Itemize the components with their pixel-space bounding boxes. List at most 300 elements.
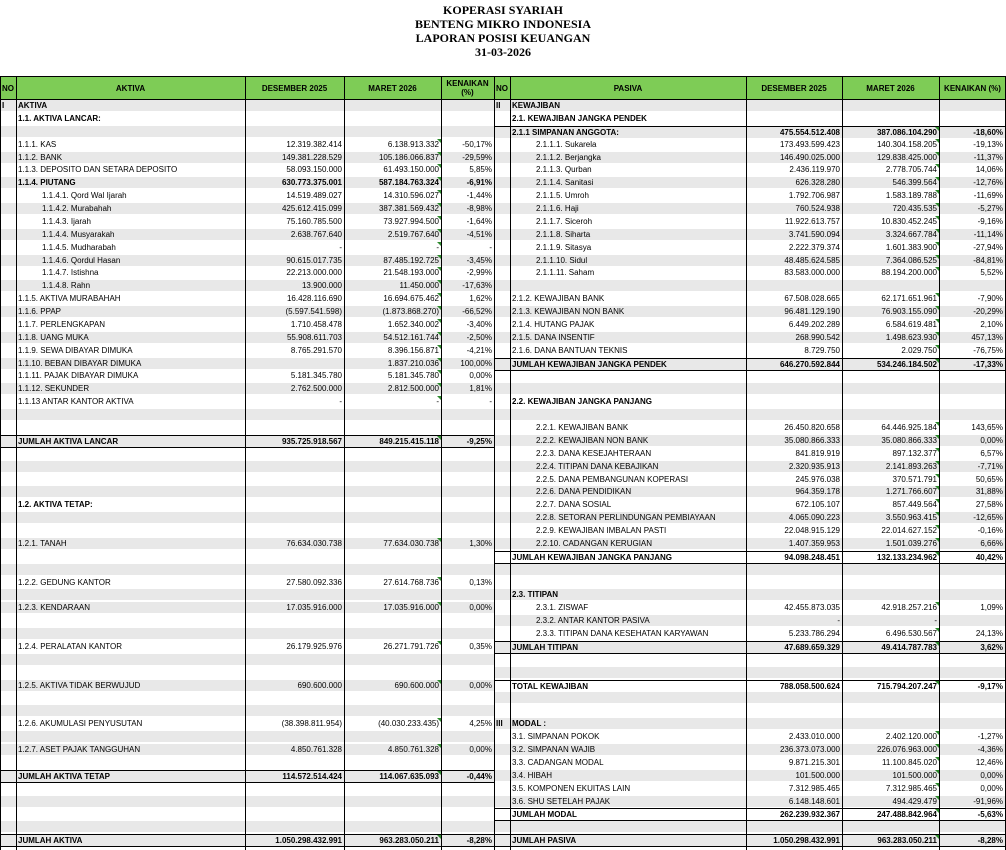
aktiva-prev-cell: 149.381.228.529 bbox=[281, 152, 342, 162]
aktiva-curr-cell: - bbox=[436, 242, 439, 252]
aktiva-curr-cell: 5.181.345.780 bbox=[387, 371, 439, 381]
pasiva-chg-cell: 14,06% bbox=[975, 165, 1003, 175]
pasiva-chg-cell: 0,00% bbox=[980, 435, 1003, 445]
aktiva-row bbox=[0, 435, 494, 448]
pasiva-no-cell: III bbox=[496, 719, 503, 729]
pasiva-row bbox=[494, 821, 1006, 832]
pasiva-row bbox=[494, 474, 1006, 485]
pasiva-name-cell: JUMLAH KEWAJIBAN JANGKA PENDEK bbox=[512, 359, 667, 369]
aktiva-name-cell: 1.1.4.8. Rahn bbox=[42, 281, 91, 291]
pasiva-curr-cell: 2.029.750 bbox=[901, 345, 937, 355]
aktiva-row bbox=[0, 628, 494, 639]
aktiva-no-cell: I bbox=[2, 101, 5, 110]
aktiva-row bbox=[0, 770, 494, 783]
pasiva-curr-cell: 494.429.479 bbox=[892, 796, 937, 806]
aktiva-chg-cell: -0,44% bbox=[466, 771, 492, 781]
pasiva-name-cell: 2.2.1. KEWAJIBAN BANK bbox=[536, 423, 629, 432]
pasiva-chg-cell: -18,60% bbox=[973, 127, 1003, 137]
pasiva-prev-cell: 5.233.786.294 bbox=[788, 629, 840, 639]
pasiva-row bbox=[494, 538, 1006, 549]
aktiva-curr-cell: 73.927.994.500 bbox=[383, 216, 439, 226]
aktiva-row bbox=[0, 692, 494, 703]
aktiva-curr-cell: 61.493.150.000 bbox=[383, 165, 439, 175]
aktiva-prev-cell: 5.181.345.780 bbox=[290, 371, 342, 381]
pasiva-chg-cell: 24,13% bbox=[975, 629, 1003, 639]
pasiva-prev-cell: 964.359.178 bbox=[795, 487, 840, 497]
aktiva-curr-cell: 77.634.030.738 bbox=[383, 538, 439, 548]
pasiva-prev-cell: 146.490.025.000 bbox=[779, 152, 840, 162]
pasiva-curr-cell: 387.086.104.290 bbox=[876, 127, 937, 137]
pasiva-prev-cell: 101.500.000 bbox=[795, 770, 840, 780]
aktiva-curr-cell: 2.812.500.000 bbox=[387, 384, 439, 394]
aktiva-curr-cell: 587.184.763.324 bbox=[378, 178, 439, 188]
pasiva-chg-cell: -20,29% bbox=[973, 307, 1003, 317]
aktiva-prev-cell: (38.398.811.954) bbox=[281, 719, 342, 729]
pasiva-name-cell: 3.1. SIMPANAN POKOK bbox=[512, 732, 600, 742]
col-header-mar-right: MARET 2026 bbox=[842, 76, 939, 100]
aktiva-row bbox=[0, 113, 494, 124]
aktiva-prev-cell: - bbox=[339, 242, 342, 252]
aktiva-name-cell: 1.1.4.3. Ijarah bbox=[42, 216, 91, 226]
pasiva-name-cell: 2.1. KEWAJIBAN JANGKA PENDEK bbox=[512, 113, 647, 123]
aktiva-chg-cell: -2,50% bbox=[466, 332, 492, 342]
col-header-mar-left: MARET 2026 bbox=[344, 76, 441, 100]
pasiva-curr-cell: 3.550.963.415 bbox=[885, 513, 937, 523]
pasiva-prev-cell: 6.449.202.289 bbox=[788, 319, 840, 329]
pasiva-chg-cell: 6,66% bbox=[980, 538, 1003, 548]
pasiva-prev-cell: 9.871.215.301 bbox=[788, 757, 840, 767]
aktiva-chg-cell: 0,13% bbox=[469, 577, 492, 587]
pasiva-prev-cell: 2.436.119.970 bbox=[789, 165, 840, 175]
aktiva-prev-cell: 13.900.000 bbox=[301, 281, 342, 291]
aktiva-row bbox=[0, 293, 494, 304]
aktiva-row bbox=[0, 190, 494, 201]
col-header-chg-left-line2: (%) bbox=[461, 88, 474, 97]
pasiva-chg-cell: 6,57% bbox=[980, 448, 1003, 458]
aktiva-prev-cell: 2.762.500.000 bbox=[290, 384, 342, 394]
pasiva-row bbox=[494, 731, 1006, 742]
pasiva-name-cell: 2.2.5. DANA PEMBANGUNAN KOPERASI bbox=[536, 474, 689, 484]
aktiva-prev-cell: 14.519.489.027 bbox=[286, 191, 342, 201]
aktiva-row bbox=[0, 525, 494, 536]
pasiva-curr-cell: - bbox=[934, 616, 937, 626]
aktiva-chg-cell: -8,98% bbox=[466, 204, 492, 214]
aktiva-prev-cell: 26.179.925.976 bbox=[286, 641, 342, 651]
pasiva-prev-cell: 8.729.750 bbox=[804, 345, 840, 355]
aktiva-row bbox=[0, 370, 494, 381]
pasiva-row bbox=[494, 602, 1006, 613]
aktiva-row bbox=[0, 512, 494, 523]
pasiva-curr-cell: 1.601.383.900 bbox=[885, 242, 937, 252]
aktiva-row bbox=[0, 705, 494, 716]
pasiva-row bbox=[494, 409, 1006, 420]
pasiva-name-cell: 2.3. TITIPAN bbox=[512, 590, 559, 600]
aktiva-chg-cell: 100,00% bbox=[460, 358, 492, 368]
aktiva-row bbox=[0, 267, 494, 278]
pasiva-prev-cell: 262.239.932.367 bbox=[779, 810, 840, 820]
pasiva-row bbox=[494, 164, 1006, 175]
pasiva-prev-cell: 788.058.500.624 bbox=[779, 681, 840, 691]
pasiva-prev-cell: 841.819.919 bbox=[795, 448, 840, 458]
aktiva-row bbox=[0, 615, 494, 626]
aktiva-chg-cell: 0,00% bbox=[469, 371, 492, 381]
aktiva-name-cell: 1.1.8. UANG MUKA bbox=[18, 332, 89, 342]
aktiva-name-cell: 1.1.13 ANTAR KANTOR AKTIVA bbox=[18, 397, 134, 407]
pasiva-row bbox=[494, 216, 1006, 227]
pasiva-chg-cell: -0,16% bbox=[977, 526, 1003, 536]
pasiva-row bbox=[494, 692, 1006, 703]
aktiva-name-cell: 1.1.4.7. Istishna bbox=[42, 268, 99, 278]
aktiva-prev-cell: 75.160.785.500 bbox=[286, 216, 342, 226]
pasiva-curr-cell: 10.830.452.245 bbox=[881, 216, 937, 226]
aktiva-chg-cell: 1,81% bbox=[469, 384, 492, 394]
pasiva-row bbox=[494, 589, 1006, 600]
company-subname: BENTENG MIKRO INDONESIA bbox=[414, 17, 592, 31]
aktiva-name-cell: 1.1.4.6. Qordul Hasan bbox=[42, 255, 121, 265]
pasiva-name-cell: 2.1.1.4. Sanitasi bbox=[536, 178, 594, 188]
pasiva-row bbox=[494, 564, 1006, 575]
aktiva-prev-cell: 2.638.767.640 bbox=[290, 229, 342, 239]
aktiva-row bbox=[0, 486, 494, 497]
aktiva-curr-cell: 4.850.761.328 bbox=[387, 745, 439, 754]
pasiva-curr-cell: 1.501.039.276 bbox=[885, 538, 937, 548]
aktiva-row bbox=[0, 602, 494, 613]
pasiva-chg-cell: 2,10% bbox=[980, 319, 1003, 329]
pasiva-row bbox=[494, 680, 1006, 693]
aktiva-curr-cell: 17.035.916.000 bbox=[383, 603, 439, 613]
aktiva-row bbox=[0, 229, 494, 240]
aktiva-curr-cell: 21.548.193.000 bbox=[383, 268, 439, 278]
aktiva-prev-cell: 58.093.150.000 bbox=[286, 165, 342, 175]
aktiva-name-cell: 1.1.3. DEPOSITO DAN SETARA DEPOSITO bbox=[18, 165, 178, 175]
grid-line bbox=[746, 76, 747, 850]
aktiva-row bbox=[0, 422, 494, 433]
pasiva-curr-cell: 3.324.667.784 bbox=[885, 229, 937, 239]
pasiva-row bbox=[494, 383, 1006, 394]
pasiva-prev-cell: 11.922.613.757 bbox=[784, 216, 840, 226]
pasiva-chg-cell: -17,33% bbox=[973, 359, 1003, 369]
aktiva-row bbox=[0, 358, 494, 369]
pasiva-prev-cell: 35.080.866.333 bbox=[784, 435, 840, 445]
pasiva-name-cell: 2.2.9. KEWAJIBAN IMBALAN PASTI bbox=[536, 526, 667, 536]
pasiva-row bbox=[494, 280, 1006, 291]
pasiva-row bbox=[494, 796, 1006, 807]
aktiva-chg-cell: -50,17% bbox=[462, 139, 492, 149]
aktiva-curr-cell: 963.283.050.211 bbox=[379, 836, 439, 846]
pasiva-prev-cell: 760.524.938 bbox=[795, 204, 840, 214]
pasiva-row bbox=[494, 525, 1006, 536]
aktiva-prev-cell: 630.773.375.001 bbox=[281, 178, 342, 188]
aktiva-curr-cell: 16.694.675.462 bbox=[383, 294, 439, 304]
pasiva-curr-cell: 1.583.189.788 bbox=[885, 191, 937, 201]
aktiva-name-cell: 1.1.2. BANK bbox=[18, 152, 63, 162]
pasiva-chg-cell: 27,58% bbox=[975, 500, 1003, 510]
pasiva-curr-cell: 22.014.627.152 bbox=[881, 526, 937, 536]
pasiva-row bbox=[494, 486, 1006, 497]
pasiva-name-cell: 3.4. HIBAH bbox=[512, 770, 553, 780]
aktiva-row bbox=[0, 242, 494, 253]
aktiva-prev-cell: 16.428.116.690 bbox=[286, 294, 342, 304]
aktiva-name-cell: 1.2.3. KENDARAAN bbox=[18, 603, 91, 613]
aktiva-curr-cell: 690.600.000 bbox=[394, 680, 439, 690]
pasiva-name-cell: 2.2. KEWAJIBAN JANGKA PANJANG bbox=[512, 397, 653, 407]
pasiva-name-cell: JUMLAH MODAL bbox=[512, 810, 577, 820]
aktiva-prev-cell: 935.725.918.567 bbox=[281, 436, 342, 446]
pasiva-prev-cell: 173.493.599.423 bbox=[779, 139, 840, 149]
aktiva-chg-cell: -1,64% bbox=[466, 216, 492, 226]
pasiva-row bbox=[494, 255, 1006, 266]
aktiva-row bbox=[0, 319, 494, 330]
pasiva-curr-cell: 42.918.257.216 bbox=[881, 603, 937, 613]
pasiva-row bbox=[494, 667, 1006, 678]
pasiva-chg-cell: -12,65% bbox=[973, 513, 1003, 523]
aktiva-row bbox=[0, 783, 494, 794]
aktiva-curr-cell: 105.186.066.837 bbox=[378, 152, 439, 162]
aktiva-chg-cell: 4,25% bbox=[469, 719, 492, 729]
pasiva-row bbox=[494, 718, 1006, 729]
pasiva-prev-cell: 96.481.129.190 bbox=[784, 307, 840, 317]
pasiva-row bbox=[494, 113, 1006, 124]
pasiva-prev-cell: - bbox=[837, 616, 840, 626]
pasiva-row bbox=[494, 808, 1006, 821]
pasiva-name-cell: 2.3.2. ANTAR KANTOR PASIVA bbox=[536, 616, 650, 626]
pasiva-row bbox=[494, 396, 1006, 407]
pasiva-name-cell: 2.1.5. DANA INSENTIF bbox=[512, 332, 595, 342]
aktiva-row bbox=[0, 280, 494, 291]
aktiva-chg-cell: 5,85% bbox=[469, 165, 492, 175]
aktiva-chg-cell: -6,91% bbox=[466, 178, 492, 188]
pasiva-row bbox=[494, 770, 1006, 781]
pasiva-chg-cell: -11,69% bbox=[973, 191, 1003, 201]
pasiva-row bbox=[494, 293, 1006, 304]
pasiva-name-cell: 2.1.1.11. Saham bbox=[536, 268, 595, 278]
aktiva-chg-cell: -4,51% bbox=[466, 229, 492, 239]
pasiva-prev-cell: 26.450.820.658 bbox=[784, 423, 840, 432]
pasiva-prev-cell: 2.433.010.000 bbox=[788, 732, 840, 742]
grid-line bbox=[0, 76, 1, 850]
pasiva-prev-cell: 4.065.090.223 bbox=[788, 513, 840, 523]
pasiva-row bbox=[494, 499, 1006, 510]
pasiva-name-cell: 2.2.4. TITIPAN DANA KEBAJIKAN bbox=[536, 461, 659, 471]
aktiva-name-cell: JUMLAH AKTIVA LANCAR bbox=[18, 436, 119, 446]
aktiva-chg-cell: -4,21% bbox=[466, 345, 492, 355]
grid-line bbox=[494, 76, 495, 850]
aktiva-name-cell: 1.1.12. SEKUNDER bbox=[18, 384, 90, 394]
aktiva-name-cell: 1.1.1. KAS bbox=[18, 139, 57, 149]
aktiva-row bbox=[0, 834, 494, 847]
aktiva-name-cell: 1.1.11. PAJAK DIBAYAR DIMUKA bbox=[18, 371, 139, 381]
pasiva-chg-cell: -12,76% bbox=[973, 178, 1003, 188]
pasiva-curr-cell: 247.488.842.964 bbox=[876, 810, 937, 820]
aktiva-prev-cell: (5.597.541.598) bbox=[285, 307, 342, 317]
pasiva-name-cell: JUMLAH PASIVA bbox=[512, 836, 577, 846]
pasiva-row bbox=[494, 783, 1006, 794]
aktiva-row bbox=[0, 383, 494, 394]
aktiva-name-cell: 1.1.7. PERLENGKAPAN bbox=[18, 319, 105, 329]
pasiva-curr-cell: 62.171.651.961 bbox=[881, 294, 937, 304]
pasiva-row bbox=[494, 641, 1006, 654]
aktiva-row bbox=[0, 100, 494, 111]
col-header-no-left: NO bbox=[0, 76, 16, 100]
grid-line bbox=[939, 76, 940, 850]
aktiva-row bbox=[0, 461, 494, 472]
aktiva-curr-cell: 6.138.913.332 bbox=[387, 139, 439, 149]
pasiva-chg-cell: 143,65% bbox=[971, 423, 1003, 432]
pasiva-row bbox=[494, 370, 1006, 381]
pasiva-name-cell: KEWAJIBAN bbox=[512, 101, 561, 110]
pasiva-name-cell: 2.2.7. DANA SOSIAL bbox=[536, 500, 612, 510]
pasiva-row bbox=[494, 190, 1006, 201]
aktiva-curr-cell: 8.396.156.871 bbox=[387, 345, 439, 355]
pasiva-name-cell: 2.1.1.5. Umroh bbox=[536, 191, 589, 201]
pasiva-name-cell: 2.1.1.10. Sidul bbox=[536, 255, 588, 265]
aktiva-name-cell: 1.1.9. SEWA DIBAYAR DIMUKA bbox=[18, 345, 133, 355]
pasiva-name-cell: 2.1.2. KEWAJIBAN BANK bbox=[512, 294, 605, 304]
pasiva-chg-cell: -76,75% bbox=[973, 345, 1003, 355]
aktiva-row bbox=[0, 345, 494, 356]
pasiva-chg-cell: 5,52% bbox=[980, 268, 1003, 278]
pasiva-chg-cell: -91,96% bbox=[973, 796, 1003, 806]
aktiva-row bbox=[0, 255, 494, 266]
col-header-des-left: DESEMBER 2025 bbox=[245, 76, 344, 100]
pasiva-name-cell: 2.1.1 SIMPANAN ANGGOTA: bbox=[512, 127, 619, 137]
pasiva-name-cell: 2.2.3. DANA KESEJAHTERAAN bbox=[536, 448, 652, 458]
pasiva-prev-cell: 672.105.107 bbox=[795, 500, 840, 510]
pasiva-curr-cell: 715.794.207.247 bbox=[876, 681, 937, 691]
aktiva-row bbox=[0, 667, 494, 678]
pasiva-row bbox=[494, 448, 1006, 459]
aktiva-name-cell: 1.2.6. AKUMULASI PENYUSUTAN bbox=[18, 719, 143, 729]
pasiva-chg-cell: -27,94% bbox=[973, 242, 1003, 252]
aktiva-curr-cell: 87.485.192.725 bbox=[383, 255, 439, 265]
aktiva-curr-cell: 11.450.000 bbox=[399, 281, 439, 291]
aktiva-row bbox=[0, 680, 494, 691]
pasiva-name-cell: 2.1.1.1. Sukarela bbox=[536, 139, 597, 149]
pasiva-prev-cell: 6.148.148.601 bbox=[788, 796, 840, 806]
pasiva-prev-cell: 2.222.379.374 bbox=[788, 242, 840, 252]
pasiva-row bbox=[494, 744, 1006, 755]
company-name: KOPERASI SYARIAH bbox=[443, 3, 563, 17]
pasiva-prev-cell: 67.508.028.665 bbox=[784, 294, 840, 304]
aktiva-row bbox=[0, 474, 494, 485]
pasiva-row bbox=[494, 229, 1006, 240]
pasiva-chg-cell: 3,62% bbox=[980, 642, 1003, 652]
aktiva-row bbox=[0, 409, 494, 420]
aktiva-chg-cell: 0,00% bbox=[469, 680, 492, 690]
aktiva-name-cell: JUMLAH AKTIVA bbox=[18, 836, 83, 846]
pasiva-row bbox=[494, 306, 1006, 317]
report-title: LAPORAN POSISI KEUANGAN bbox=[415, 31, 591, 45]
pasiva-chg-cell: -11,37% bbox=[973, 152, 1003, 162]
aktiva-chg-cell: 1,62% bbox=[469, 294, 492, 304]
aktiva-chg-cell: -17,63% bbox=[462, 281, 492, 291]
pasiva-prev-cell: 1.792.706.987 bbox=[788, 191, 840, 201]
pasiva-curr-cell: 2.778.705.744 bbox=[885, 165, 937, 175]
grid-line bbox=[245, 76, 246, 850]
pasiva-curr-cell: 140.304.158.205 bbox=[876, 139, 937, 149]
grid-line bbox=[441, 76, 442, 850]
pasiva-row bbox=[494, 577, 1006, 588]
aktiva-curr-cell: (40.030.233.435) bbox=[378, 719, 439, 729]
aktiva-chg-cell: -3,40% bbox=[466, 319, 492, 329]
aktiva-name-cell: AKTIVA bbox=[18, 101, 48, 110]
aktiva-row bbox=[0, 152, 494, 163]
aktiva-row bbox=[0, 177, 494, 188]
col-header-aktiva: AKTIVA bbox=[16, 76, 245, 100]
pasiva-name-cell: 2.2.6. DANA PENDIDIKAN bbox=[536, 487, 632, 497]
aktiva-row bbox=[0, 564, 494, 575]
aktiva-prev-cell: - bbox=[339, 397, 342, 407]
pasiva-chg-cell: 12,46% bbox=[975, 757, 1003, 767]
aktiva-chg-cell: -29,59% bbox=[462, 152, 492, 162]
aktiva-row bbox=[0, 396, 494, 407]
aktiva-row bbox=[0, 757, 494, 768]
aktiva-row bbox=[0, 499, 494, 510]
pasiva-curr-cell: 720.435.535 bbox=[892, 204, 937, 214]
pasiva-row bbox=[494, 242, 1006, 253]
aktiva-curr-cell: - bbox=[436, 397, 439, 407]
pasiva-name-cell: 2.2.10. CADANGAN KERUGIAN bbox=[536, 538, 653, 548]
pasiva-row bbox=[494, 615, 1006, 626]
pasiva-name-cell: 3.6. SHU SETELAH PAJAK bbox=[512, 796, 611, 806]
aktiva-row bbox=[0, 808, 494, 819]
aktiva-row bbox=[0, 641, 494, 652]
aktiva-prev-cell: 425.612.415.099 bbox=[281, 204, 342, 214]
aktiva-name-cell: 1.1.4. PIUTANG bbox=[18, 178, 76, 188]
pasiva-chg-cell: -7,90% bbox=[977, 294, 1003, 304]
aktiva-row bbox=[0, 448, 494, 459]
aktiva-curr-cell: 2.519.767.640 bbox=[387, 229, 439, 239]
pasiva-name-cell: TOTAL KEWAJIBAN bbox=[512, 681, 589, 691]
pasiva-name-cell: 2.1.1.7. Siceroh bbox=[536, 216, 593, 226]
aktiva-chg-cell: -3,45% bbox=[466, 255, 492, 265]
pasiva-chg-cell: 457,13% bbox=[971, 332, 1003, 342]
pasiva-curr-cell: 11.100.845.020 bbox=[881, 757, 937, 767]
pasiva-chg-cell: -5,27% bbox=[977, 204, 1003, 214]
aktiva-prev-cell: 27.580.092.336 bbox=[286, 577, 342, 587]
aktiva-prev-cell: 114.572.514.424 bbox=[282, 771, 342, 781]
aktiva-row bbox=[0, 654, 494, 665]
pasiva-name-cell: 2.3.1. ZISWAF bbox=[536, 603, 589, 613]
aktiva-row bbox=[0, 164, 494, 175]
aktiva-row bbox=[0, 821, 494, 832]
pasiva-curr-cell: 7.364.086.525 bbox=[885, 255, 937, 265]
aktiva-row bbox=[0, 306, 494, 317]
aktiva-chg-cell: -9,25% bbox=[466, 436, 492, 446]
pasiva-prev-cell: 7.312.985.465 bbox=[788, 783, 840, 793]
col-header-chg-left-line1: KENAIKAN bbox=[446, 79, 489, 88]
pasiva-row bbox=[494, 100, 1006, 111]
aktiva-curr-cell: 54.512.161.744 bbox=[383, 332, 439, 342]
balance-sheet-table bbox=[0, 76, 1006, 850]
aktiva-name-cell: 1.2.5. AKTIVA TIDAK BERWUJUD bbox=[18, 680, 141, 690]
aktiva-curr-cell: 114.067.635.093 bbox=[379, 771, 439, 781]
pasiva-row bbox=[494, 152, 1006, 163]
aktiva-prev-cell: 690.600.000 bbox=[297, 680, 342, 690]
col-header-no-right: NO bbox=[494, 76, 510, 100]
aktiva-name-cell: 1.1.4.1. Qord Wal Ijarah bbox=[42, 191, 127, 201]
pasiva-chg-cell: -11,14% bbox=[973, 229, 1003, 239]
aktiva-row bbox=[0, 718, 494, 729]
pasiva-curr-cell: 129.838.425.000 bbox=[876, 152, 937, 162]
col-header-des-right: DESEMBER 2025 bbox=[746, 76, 842, 100]
pasiva-chg-cell: -9,17% bbox=[977, 681, 1003, 691]
pasiva-chg-cell: -1,27% bbox=[977, 732, 1003, 742]
pasiva-row bbox=[494, 319, 1006, 330]
pasiva-curr-cell: 1.498.623.930 bbox=[885, 332, 937, 342]
pasiva-chg-cell: -5,63% bbox=[977, 810, 1003, 820]
pasiva-curr-cell: 64.446.925.184 bbox=[881, 423, 937, 432]
